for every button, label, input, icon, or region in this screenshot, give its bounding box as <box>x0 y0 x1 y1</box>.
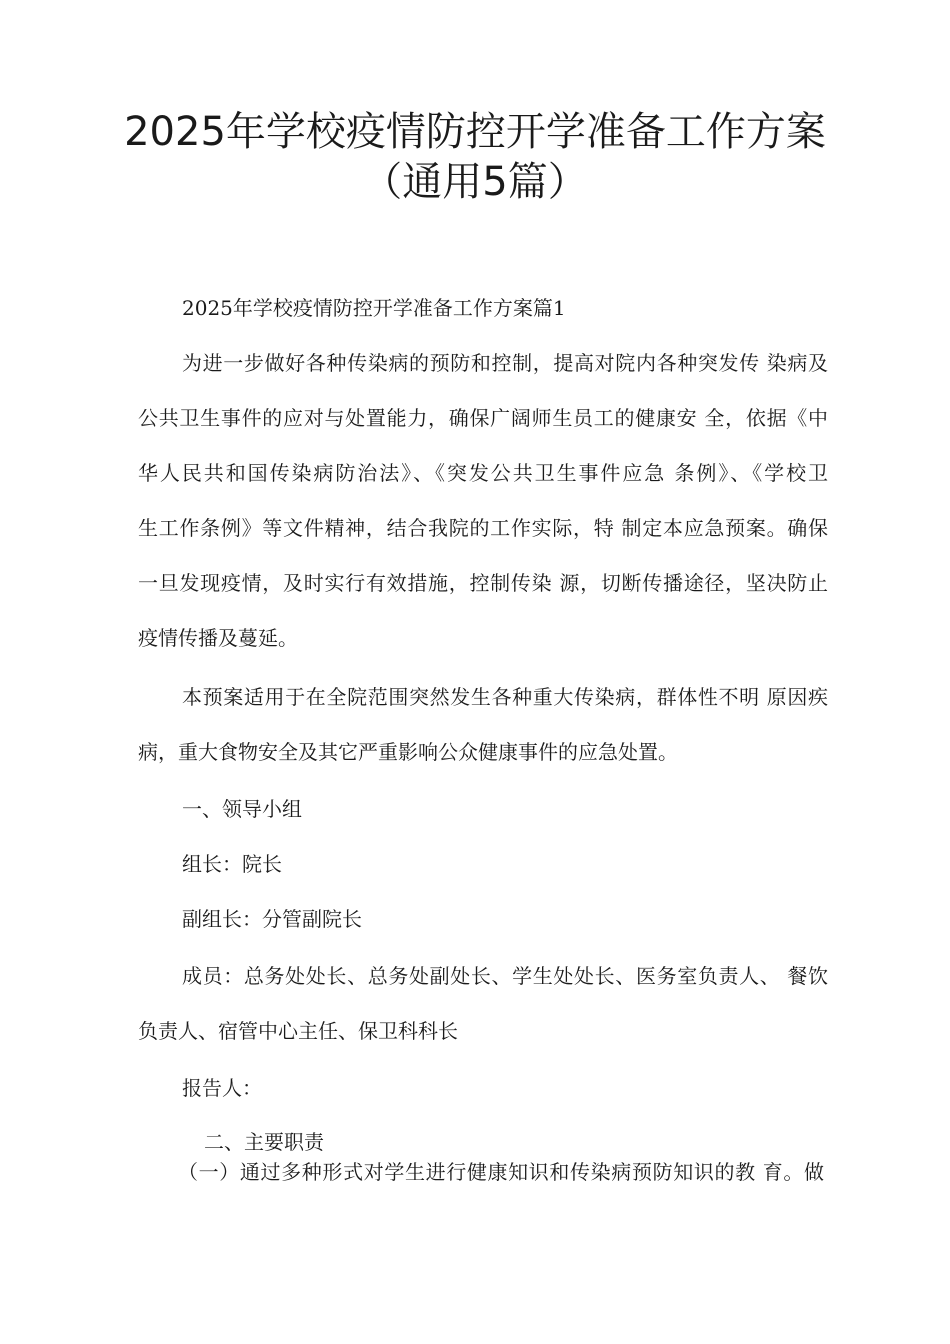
paragraph-intro-line-5: 一旦发现疫情，及时实行有效措施，控制传染 源，切断传播途径，坚决防止 <box>138 571 828 595</box>
paragraph-intro-line-2: 公共卫生事件的应对与处置能力，确保广阔师生员工的健康安 全，依据《中 <box>138 406 828 430</box>
leader-line: 组长：院长 <box>182 852 282 876</box>
paragraph-scope-line-2: 病，重大食物安全及其它严重影响公众健康事件的应急处置。 <box>138 740 678 764</box>
paragraph-intro-line-6: 疫情传播及蔓延。 <box>138 626 298 650</box>
paragraph-intro-line-1: 为进一步做好各种传染病的预防和控制，提高对院内各种突发传 染病及 <box>182 351 828 375</box>
duty-item-1-line-1: （一）通过多种形式对学生进行健康知识和传染病预防知识的教 育。做 <box>178 1160 824 1184</box>
members-line-2: 负责人、宿管中心主任、保卫科科长 <box>138 1019 458 1043</box>
document-title-line-2: （通用5篇） <box>362 159 588 205</box>
paragraph-intro-line-3: 华人民共和国传染病防治法》、《突发公共卫生事件应急 条例》、《学校卫 <box>138 461 828 485</box>
reporter-line: 报告人： <box>182 1076 262 1100</box>
paragraph-intro-line-4: 生工作条例》等文件精神，结合我院的工作实际，特 制定本应急预案。确保 <box>138 516 828 540</box>
paragraph-scope-line-1: 本预案适用于在全院范围突然发生各种重大传染病，群体性不明 原因疾 <box>182 685 828 709</box>
deputy-leader-line: 副组长：分管副院长 <box>182 907 362 931</box>
section-heading-part-1: 2025年学校疫情防控开学准备工作方案篇1 <box>182 296 566 320</box>
document-title-line-1: 2025年学校疫情防控开学准备工作方案 <box>124 109 826 155</box>
section-main-duties: 二、主要职责 <box>204 1130 324 1154</box>
members-line-1: 成员：总务处处长、总务处副处长、学生处处长、医务室负责人、 餐饮 <box>182 964 828 988</box>
section-leadership-group: 一、领导小组 <box>182 797 302 821</box>
